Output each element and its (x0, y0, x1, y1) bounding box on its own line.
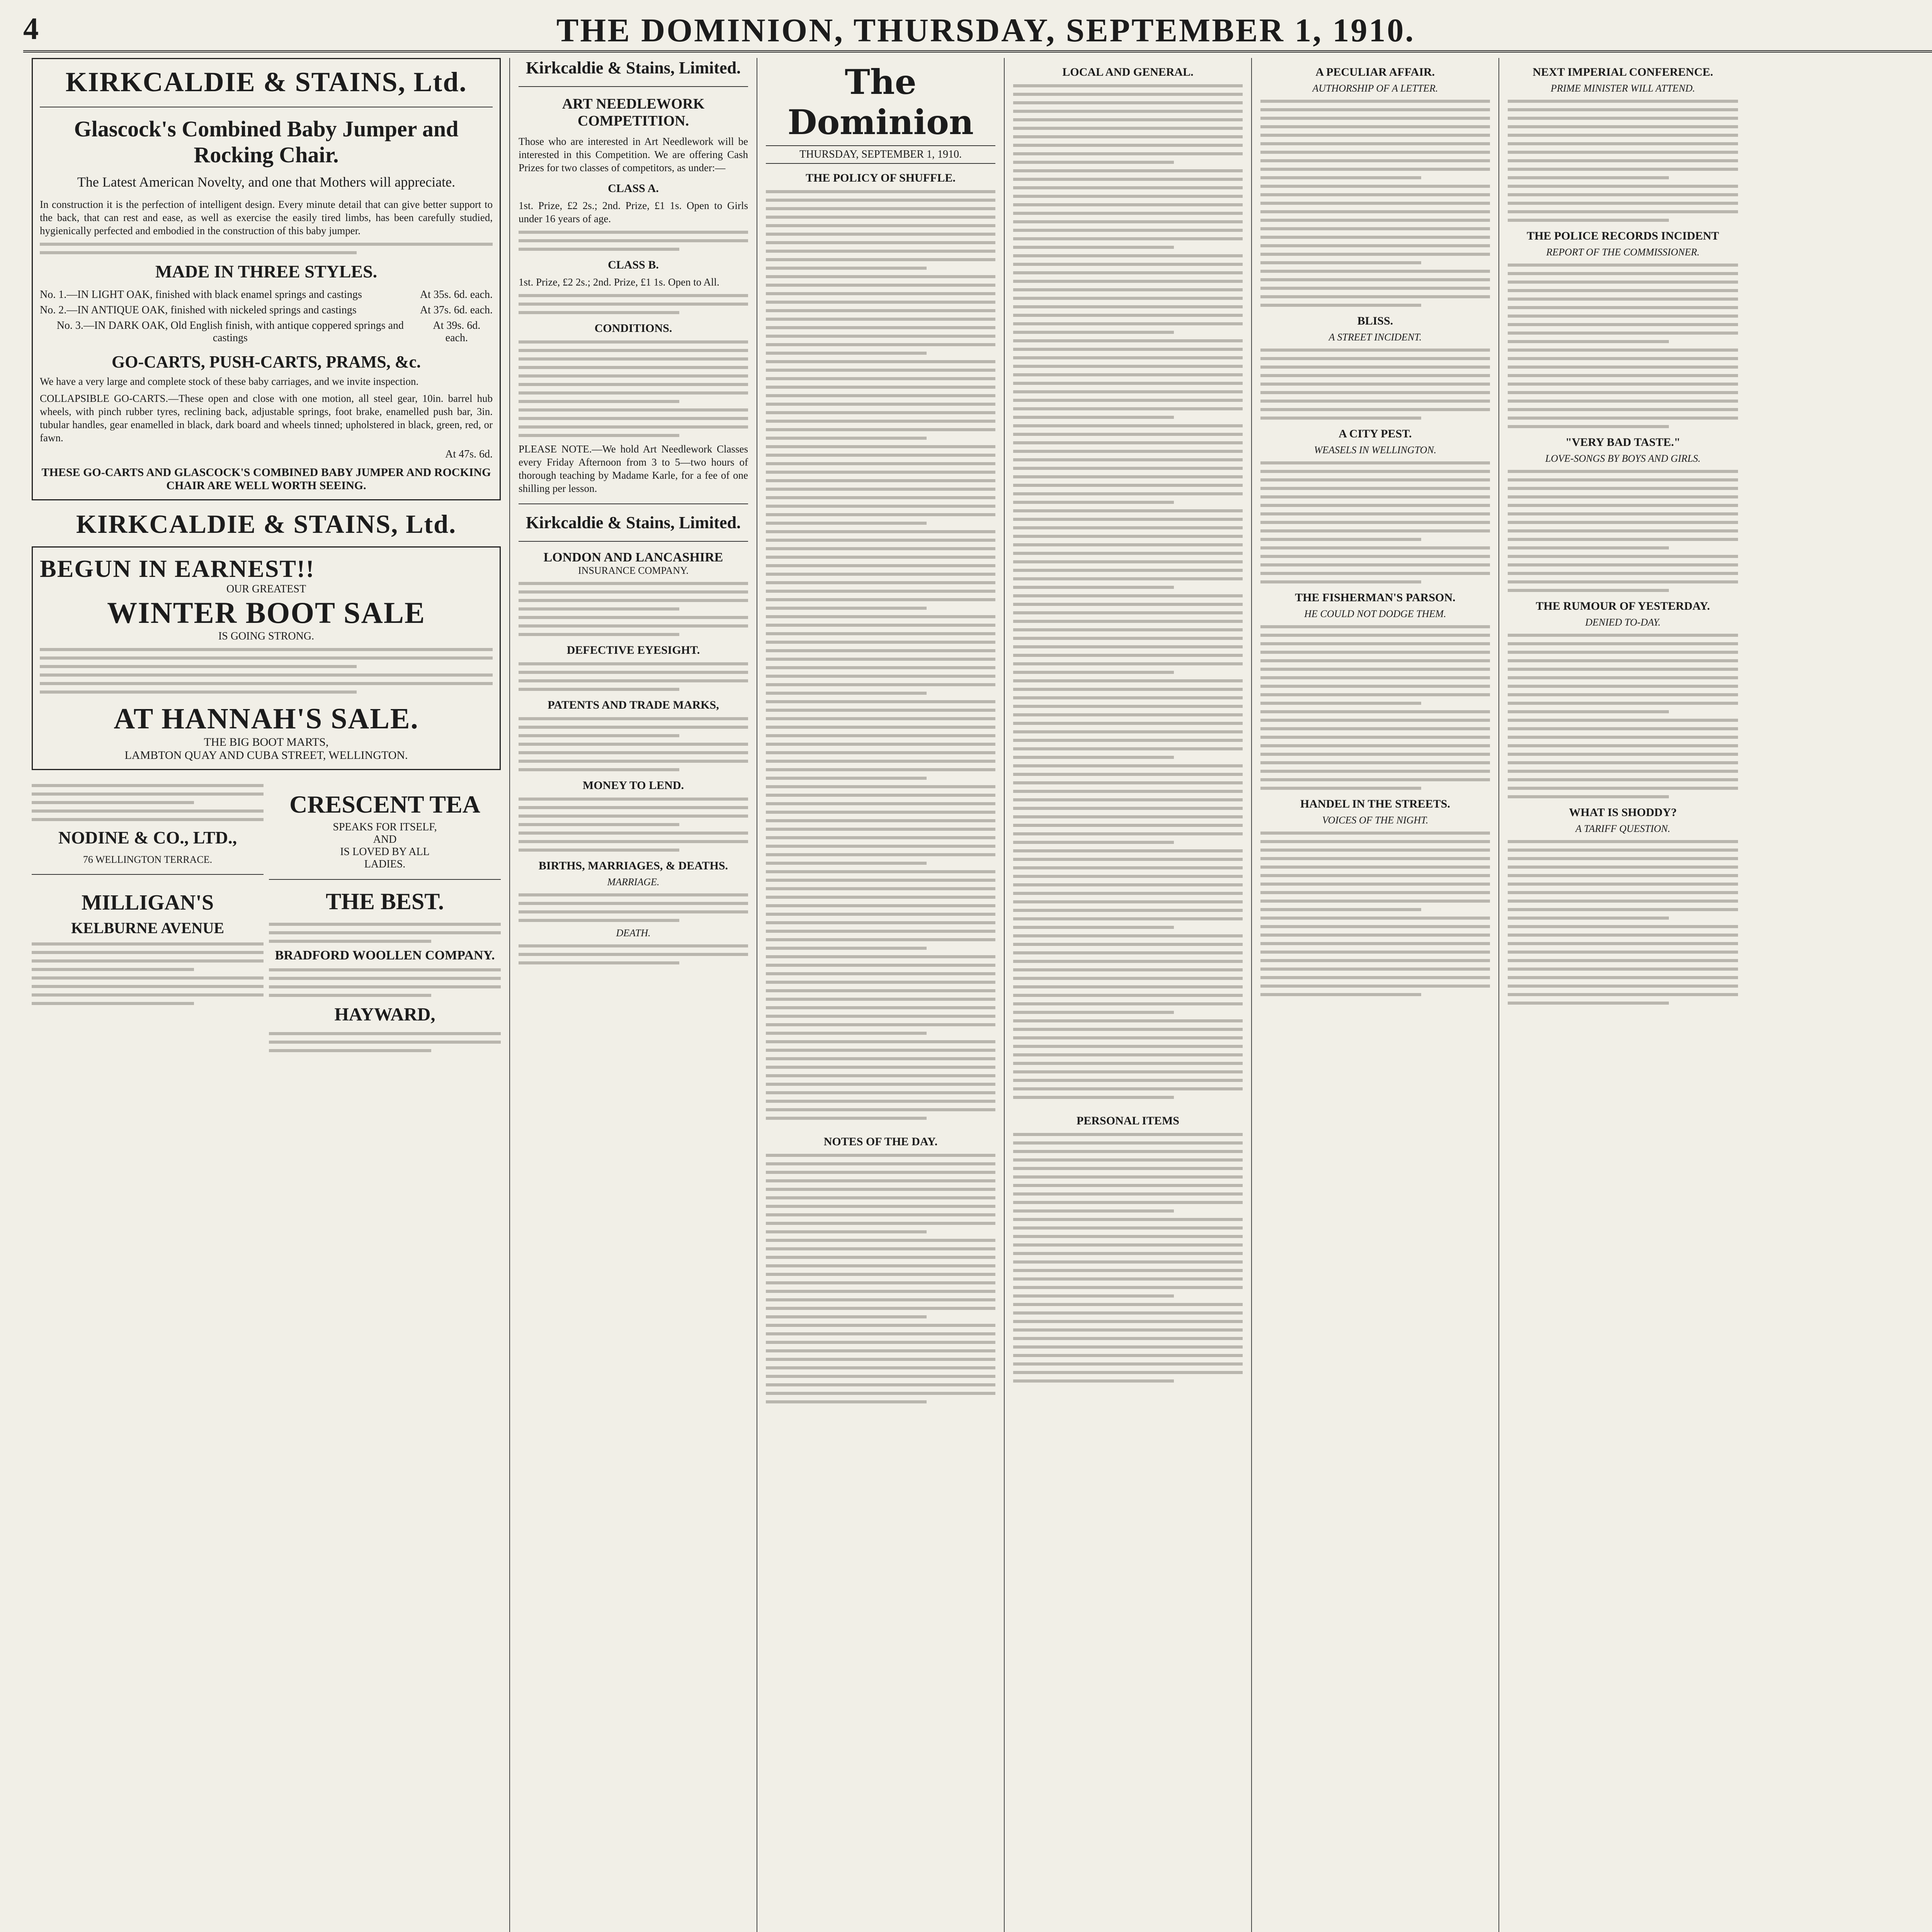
competition-title: ART NEEDLEWORK COMPETITION. (562, 96, 705, 129)
hannah-ad (32, 546, 501, 770)
jumper-subtitle: The Latest American Novelty, and one that Mothers will appreciate. (77, 174, 456, 190)
conditions-heading: CONDITIONS. (594, 322, 672, 335)
winter-boot-sale: WINTER BOOT SALE (107, 596, 425, 629)
bliss-heading: BLISS. (1357, 315, 1393, 327)
milligan-title: MILLIGAN'S (81, 891, 214, 915)
rumour-heading: THE RUMOUR OF YESTERDAY. (1536, 600, 1710, 612)
class-a-heading: CLASS A. (608, 182, 659, 195)
imperial-heading: NEXT IMPERIAL CONFERENCE. (1532, 66, 1713, 78)
kirkcaldie-limited: Kirkcaldie & Stains, Limited. (526, 58, 741, 77)
kirkcaldie-heading: KIRKCALDIE & STAINS, Ltd. (76, 509, 456, 539)
features-column (1252, 58, 1499, 1932)
competition-intro: Those who are interested in Art Needlework will be interested in this Competition. We are offering Cash Prizes for two classes of competitors, as under:— (519, 136, 748, 173)
insurance-company: INSURANCE COMPANY. (578, 565, 689, 576)
handel-subheading: VOICES OF THE NIGHT. (1322, 815, 1429, 826)
crescent-line: AND (373, 833, 397, 845)
style-row: No. 3.—IN DARK OAK, Old English finish, with antique coppered springs and castings At 39s. 6d. each. (56, 320, 481, 344)
london-lancashire: LONDON AND LANCASHIRE (543, 550, 723, 565)
hannah-greatest: OUR GREATEST (226, 583, 306, 595)
jumper-title: Glascock's Combined Baby Jumper and Rocking Chair. (74, 116, 459, 167)
rumour-subheading: DENIED TO-DAY. (1585, 617, 1661, 628)
gocarts-body: We have a very large and complete stock of these baby carriages, and we invite inspection. (40, 376, 419, 387)
taste-subheading: LOVE-SONGS BY BOYS AND GIRLS. (1545, 453, 1701, 464)
collapsible-text: COLLAPSIBLE GO-CARTS.—These open and close with one motion, all steel gear, 10in. barrel hub wheels, with pinch rubber tyres, reclining back, adjustable springs, foot brake, enamelled push bar, 3in. tubular handles, gear enamelled in black, dark board and wheels tinned; upholstered in black, green, red, or fawn. (40, 393, 493, 444)
taste-heading: "VERY BAD TASTE." (1565, 436, 1680, 449)
jumper-body: In construction it is the perfection of intelligent design. Every minute detail that can give better support to the back, that can rest and ease, as well as exercise the easily tired limbs, has been carefully studied, hygienically perfected and embodied in the construction of this baby jumper. (40, 199, 493, 236)
shoddy-subheading: A TARIFF QUESTION. (1575, 823, 1670, 834)
dominion-title: The Dominion (787, 62, 974, 142)
police-heading: THE POLICE RECORDS INCIDENT (1527, 230, 1719, 242)
best-title: THE BEST. (326, 889, 444, 914)
crescent-line: SPEAKS FOR ITSELF, (333, 821, 437, 833)
style-row: No. 2.—IN ANTIQUE OAK, finished with nickeled springs and castings At 37s. 6d. each. (40, 304, 493, 316)
nodine-title: NODINE & CO., LTD., (58, 828, 237, 847)
death-heading: DEATH. (616, 927, 651, 939)
hannah-sale-title: AT HANNAH'S SALE. (114, 702, 419, 735)
page-number: 4 (23, 12, 39, 46)
personal-heading: PERSONAL ITEMS (1077, 1114, 1179, 1127)
class-b-text: 1st. Prize, £2 2s.; 2nd. Prize, £1 1s. Open to All. (519, 276, 719, 288)
crescent-line: IS LOVED BY ALL (340, 846, 430, 858)
hayward-title: HAYWARD, (334, 1004, 435, 1025)
leader-date: THURSDAY, SEPTEMBER 1, 1910. (766, 145, 995, 164)
news-column (1499, 58, 1747, 1932)
marriage-heading: MARRIAGE. (607, 876, 660, 888)
handel-heading: HANDEL IN THE STREETS. (1300, 798, 1450, 810)
newspaper-title: THE DOMINION, THURSDAY, SEPTEMBER 1, 1910. (556, 12, 1415, 49)
nodine-address: 76 WELLINGTON TERRACE. (83, 854, 213, 865)
ads-column (23, 58, 510, 1932)
local-column (1005, 58, 1252, 1932)
parson-subheading: HE COULD NOT DODGE THEM. (1304, 608, 1446, 619)
class-b-heading: CLASS B. (608, 259, 659, 271)
bliss-subheading: A STREET INCIDENT. (1328, 332, 1422, 343)
kirkcaldie-column (510, 58, 757, 1932)
pest-heading: A CITY PEST. (1338, 427, 1412, 440)
styles-heading: MADE IN THREE STYLES. (155, 262, 378, 281)
kirkcaldie-limited-2: Kirkcaldie & Stains, Limited. (526, 513, 741, 532)
shoddy-heading: WHAT IS SHODDY? (1569, 806, 1677, 819)
bmd-heading: BIRTHS, MARRIAGES, & DEATHS. (538, 859, 728, 872)
style-row: No. 1.—IN LIGHT OAK, finished with black enamel springs and castings At 35s. 6d. each. (40, 289, 493, 301)
masthead (23, 8, 1932, 53)
kirkcaldie-ad (32, 58, 501, 500)
imperial-subheading: PRIME MINISTER WILL ATTEND. (1551, 83, 1695, 94)
see-note: THESE GO-CARTS AND GLASCOCK'S COMBINED BABY JUMPER AND ROCKING CHAIR ARE WELL WORTH SEEING. (41, 466, 491, 492)
affair-heading: A PECULIAR AFFAIR. (1315, 66, 1435, 78)
please-note: PLEASE NOTE.—We hold Art Needlework Classes every Friday Afternoon from 3 to 5—two hours of thorough teaching by Madame Karle, for a fee of one shilling per lesson. (519, 443, 748, 494)
begun-heading: BEGUN IN EARNEST!! (40, 555, 315, 582)
leader-column (757, 58, 1005, 1932)
hannah-going: IS GOING STRONG. (218, 630, 315, 642)
parson-heading: THE FISHERMAN'S PARSON. (1295, 591, 1456, 604)
defective-eyesight: DEFECTIVE EYESIGHT. (566, 644, 700, 656)
hannah-sub: THE BIG BOOT MARTS, (204, 736, 329, 748)
crescent-line: LADIES. (364, 858, 406, 870)
collapsible-price: At 47s. 6d. (445, 448, 493, 460)
hannah-address: LAMBTON QUAY AND CUBA STREET, WELLINGTON. (124, 749, 408, 762)
gocarts-heading: GO-CARTS, PUSH-CARTS, PRAMS, &c. (112, 352, 421, 371)
shuffle-heading: THE POLICY OF SHUFFLE. (806, 172, 956, 184)
milligan-sub: KELBURNE AVENUE (71, 919, 224, 937)
affair-subheading: AUTHORSHIP OF A LETTER. (1312, 83, 1438, 94)
notes-heading: NOTES OF THE DAY. (823, 1135, 938, 1148)
police-subheading: REPORT OF THE COMMISSIONER. (1546, 247, 1700, 258)
pest-subheading: WEASELS IN WELLINGTON. (1314, 444, 1437, 456)
bradford-title: BRADFORD WOOLLEN COMPANY. (275, 948, 495, 963)
class-a-text: 1st. Prize, £2 2s.; 2nd. Prize, £1 1s. Open to Girls under 16 years of age. (519, 200, 748, 224)
crescent-tea-title: CRESCENT TEA (289, 791, 480, 818)
local-heading: LOCAL AND GENERAL. (1062, 66, 1194, 78)
money-heading: MONEY TO LEND. (583, 779, 684, 792)
ad-heading: KIRKCALDIE & STAINS, Ltd. (65, 66, 467, 97)
patents-heading: PATENTS AND TRADE MARKS, (548, 699, 719, 711)
